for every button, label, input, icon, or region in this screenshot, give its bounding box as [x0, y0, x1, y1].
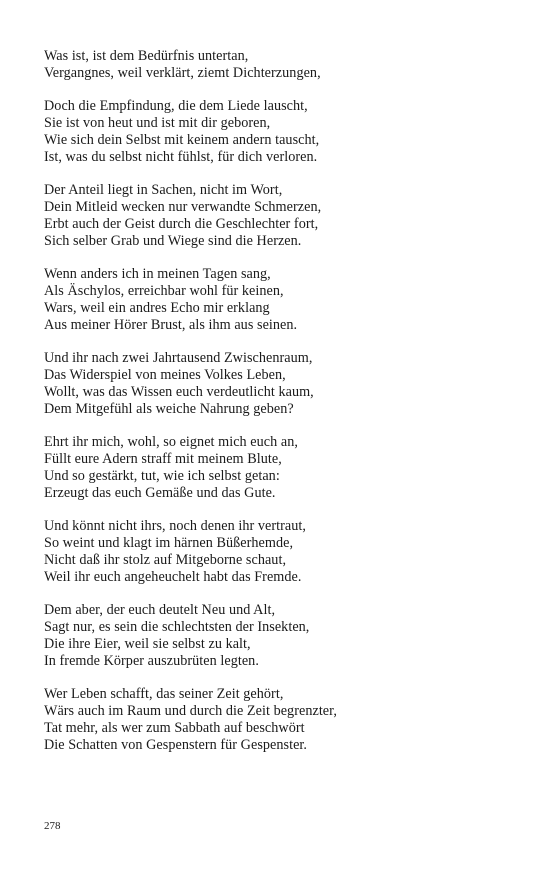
poem-line: Wie sich dein Selbst mit keinem andern tauscht, — [44, 131, 320, 148]
poem-line: Das Widerspiel von meines Volkes Leben, — [44, 367, 286, 384]
poem-line: Und könnt nicht ihrs, noch denen ihr vertraut, — [44, 518, 306, 535]
poem-line: Sich selber Grab und Wiege sind die Herzen. — [44, 232, 302, 249]
stanza — [44, 686, 514, 753]
poem-line: Dem Mitgefühl als weiche Nahrung geben? — [44, 400, 294, 417]
stanza — [44, 98, 514, 165]
poem-line: In fremde Körper auszubrüten legten. — [44, 652, 259, 669]
stanza — [44, 518, 514, 585]
poem-line: Wars, weil ein andres Echo mir erklang — [44, 299, 270, 316]
poem-line: So weint und klagt im härnen Büßerhemde, — [44, 535, 294, 552]
poem-line: Wollt, was das Wissen euch verdeutlicht kaum, — [44, 383, 314, 400]
poem-line: Dein Mitleid wecken nur verwandte Schmerzen, — [44, 199, 322, 216]
poem-line: Die Schatten von Gespenstern für Gespenster. — [44, 736, 308, 753]
poem-line: Und ihr nach zwei Jahrtausend Zwischenraum, — [44, 350, 313, 367]
poem-line: Nicht daß ihr stolz auf Mitgeborne schaut, — [44, 551, 287, 568]
poem-line: Ist, was du selbst nicht fühlst, für dich verloren. — [44, 148, 318, 165]
poem-line: Wärs auch im Raum und durch die Zeit begrenzter, — [44, 703, 337, 720]
poem-line: Und so gestärkt, tut, wie ich selbst getan: — [44, 467, 280, 484]
poem-line: Aus meiner Hörer Brust, als ihm aus seinen. — [44, 316, 298, 333]
poem-line: Vergangnes, weil verklärt, ziemt Dichterzungen, — [44, 64, 321, 81]
poem-line: Die ihre Eier, weil sie selbst zu kalt, — [44, 635, 251, 652]
poem-line: Füllt eure Adern straff mit meinem Blute, — [44, 451, 282, 468]
poem-line: Der Anteil liegt in Sachen, nicht im Wort, — [44, 182, 283, 199]
poem-line: Als Äschylos, erreichbar wohl für keinen, — [44, 283, 284, 300]
poem-line: Weil ihr euch angeheuchelt habt das Fremde. — [44, 568, 302, 585]
poem-line: Tat mehr, als wer zum Sabbath auf beschwört — [44, 719, 305, 736]
poem-line: Wer Leben schafft, das seiner Zeit gehört, — [44, 686, 284, 703]
stanza — [44, 48, 514, 82]
poem-line: Erzeugt das euch Gemäße und das Gute. — [44, 484, 276, 501]
poem-line: Wenn anders ich in meinen Tagen sang, — [44, 266, 271, 283]
stanza — [44, 182, 514, 249]
poem-line: Erbt auch der Geist durch die Geschlechter fort, — [44, 215, 319, 232]
stanza — [44, 350, 514, 417]
poem-line: Was ist, ist dem Bedürfnis untertan, — [44, 48, 249, 64]
page-number: 278 — [44, 820, 61, 832]
stanza — [44, 434, 514, 501]
poem-text — [44, 48, 514, 770]
poem-line: Dem aber, der euch deutelt Neu und Alt, — [44, 602, 276, 619]
poem-line: Sagt nur, es sein die schlechtsten der Insekten, — [44, 619, 310, 636]
poem-line: Doch die Empfindung, die dem Liede lauscht, — [44, 98, 308, 115]
poem-line: Sie ist von heut und ist mit dir geboren, — [44, 115, 271, 132]
poem-line: Ehrt ihr mich, wohl, so eignet mich euch an, — [44, 434, 298, 451]
stanza — [44, 266, 514, 333]
stanza — [44, 602, 514, 669]
